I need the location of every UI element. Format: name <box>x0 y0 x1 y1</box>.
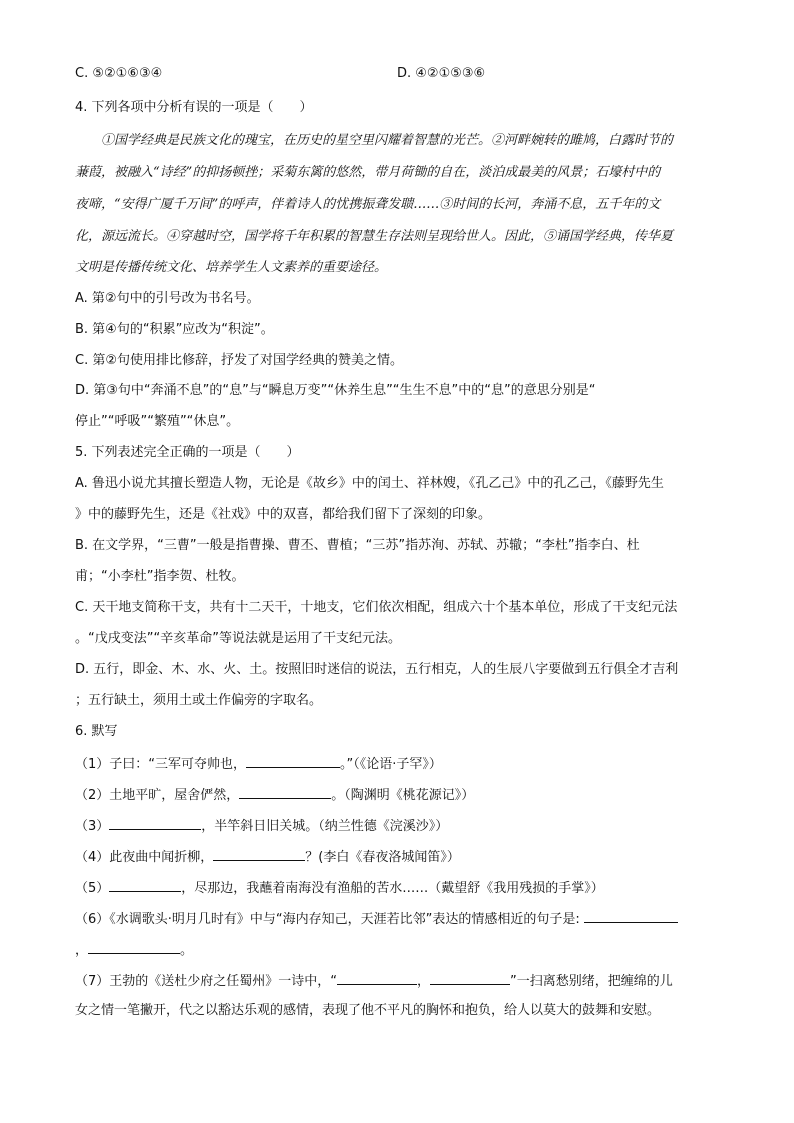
q6-item-5-text-b: ，尽那边，我蘸着南海没有渔船的苦水……（戴望舒《我用残损的手掌》） <box>181 881 604 896</box>
q6-item-1-text-b: 。”（《论语·子罕》） <box>340 757 442 772</box>
q6-item-4 <box>75 846 460 868</box>
q6-item-5-text-a: （5） <box>75 881 110 896</box>
q5-option-c-line-1: C. 天干地支简称干支，共有十二天干，十地支，它们依次相配，组成六十个基本单位，形成了干支纪元法 <box>75 600 678 615</box>
q6-item-7-line-2: 女之情一笔撇开，代之以豁达乐观的感情，表现了他不平凡的胸怀和抱负，给人以莫大的鼓舞和安慰。 <box>75 1003 661 1018</box>
q6-item-3 <box>75 815 448 837</box>
q6-item-4-text-b: ？(李白《春夜洛城闻笛》） <box>305 850 460 865</box>
q6-stem: 6. 默写 <box>75 724 118 739</box>
q6-item-6-text-a: （6）《水调歌头·明月几时有》中与“海内存知己，天涯若比邻”表达的情感相近的句子是: <box>75 912 580 927</box>
q4-passage-line-4: 化，源远流长。④穿越时空，国学将千年积累的智慧生存法则呈现给世人。因此，⑤诵国学经典，传华夏 <box>75 229 674 244</box>
q4-option-d-line-1: D. 第③句中“奔涌不息”的“息”与“瞬息万变”“休养生息”“生生不息”中的“息”的意思分别是“ <box>75 383 596 398</box>
q5-option-d-line-2: ；五行缺土，须用土或土作偏旁的字取名。 <box>75 693 323 708</box>
q6-item-1-text-a: （1）子曰：“三军可夺帅也， <box>75 757 247 772</box>
q5-stem: 5. 下列表述完全正确的一项是（ ） <box>75 445 300 460</box>
q3-option-c: C. ⑤②①⑥③④ <box>75 66 163 81</box>
q3-option-d: D. ④②①⑤③⑥ <box>397 66 486 81</box>
q5-option-a-line-2: 》中的藤野先生，还是《社戏》中的双喜，都给我们留下了深刻的印象。 <box>75 507 492 522</box>
answer-blank[interactable] <box>430 970 510 985</box>
q6-item-7-text-c: ”一扫离愁别绪，把缠绵的儿 <box>510 974 673 989</box>
q6-item-6-line-2 <box>75 939 193 961</box>
q6-item-1 <box>75 753 442 775</box>
q4-option-b: B. 第④句的“积累”应改为“积淀”。 <box>75 322 274 337</box>
q4-option-a: A. 第②句中的引号改为书名号。 <box>75 291 260 306</box>
q5-option-b-line-1: B. 在文学界，“三曹”一般是指曹操、曹丕、曹植；“三苏”指苏洵、苏轼、苏辙；“李杜”指李白、杜 <box>75 538 640 553</box>
q6-item-3-text-a: （3） <box>75 819 110 834</box>
q5-option-c-line-2: 。“戊戌变法”“辛亥革命”等说法就是运用了干支纪元法。 <box>75 631 401 646</box>
answer-blank[interactable] <box>239 784 331 799</box>
q5-option-a-line-1: A. 鲁迅小说尤其擅长塑造人物，无论是《故乡》中的闰土、祥林嫂，《孔乙己》中的孔乙己，《藤野先生 <box>75 476 664 491</box>
q4-option-d-line-2: 停止”“呼吸”“繁殖”“休息”。 <box>75 414 240 429</box>
answer-blank[interactable] <box>246 753 340 768</box>
q6-item-2-text-a: （2）土地平旷，屋舍俨然， <box>75 788 240 803</box>
answer-blank[interactable] <box>584 908 678 923</box>
q6-item-2-text-b: 。（陶渊明《桃花源记》） <box>331 788 475 803</box>
q4-passage-line-2: 蒹葭，被融入“诗经”的抑扬顿挫；采菊东篱的悠然，带月荷锄的自在，淡泊成最美的风景；石壕村中的 <box>75 165 661 180</box>
answer-blank[interactable] <box>88 939 180 954</box>
answer-blank[interactable] <box>109 877 181 892</box>
answer-blank[interactable] <box>337 970 417 985</box>
q6-item-2 <box>75 784 474 806</box>
q6-item-3-text-b: ，半竿斜日旧关城。（纳兰性德《浣溪沙》） <box>201 819 449 834</box>
q6-item-7-text-a: （7）王勃的《送杜少府之任蜀州》一诗中，“ <box>75 974 338 989</box>
q6-item-6-line-1 <box>75 908 678 930</box>
q6-item-4-text-a: （4）此夜曲中闻折柳， <box>75 850 214 865</box>
q4-passage-line-1: ①国学经典是民族文化的瑰宝，在历史的星空里闪耀着智慧的光芒。②河畔婉转的雎鸠，白露时节的 <box>101 133 674 148</box>
q4-option-c: C. 第②句使用排比修辞，抒发了对国学经典的赞美之情。 <box>75 353 403 368</box>
q6-item-7-text-b: ， <box>417 974 431 989</box>
q5-option-d-line-1: D. 五行，即金、木、水、火、土。按照旧时迷信的说法，五行相克，人的生辰八字要做到五行俱全才吉利 <box>75 662 679 677</box>
q6-item-6-text-c: 。 <box>180 943 194 958</box>
q4-passage-line-5: 文明是传播传统文化、培养学生人文素养的重要途径。 <box>75 260 388 275</box>
q4-passage-line-3: 夜啼，“安得广厦千万间”的呼声，伴着诗人的忧携振聋发聩……③时间的长河，奔涌不息，五千年的文 <box>75 197 661 212</box>
q5-option-b-line-2: 甫；“小李杜”指李贺、杜牧。 <box>75 569 245 584</box>
q6-item-6-text-b: ， <box>75 943 89 958</box>
q4-stem: 4. 下列各项中分析有误的一项是（ ） <box>75 100 313 115</box>
answer-blank[interactable] <box>109 815 201 830</box>
answer-blank[interactable] <box>213 846 305 861</box>
q6-item-5 <box>75 877 604 899</box>
q6-item-7-line-1 <box>75 970 673 992</box>
